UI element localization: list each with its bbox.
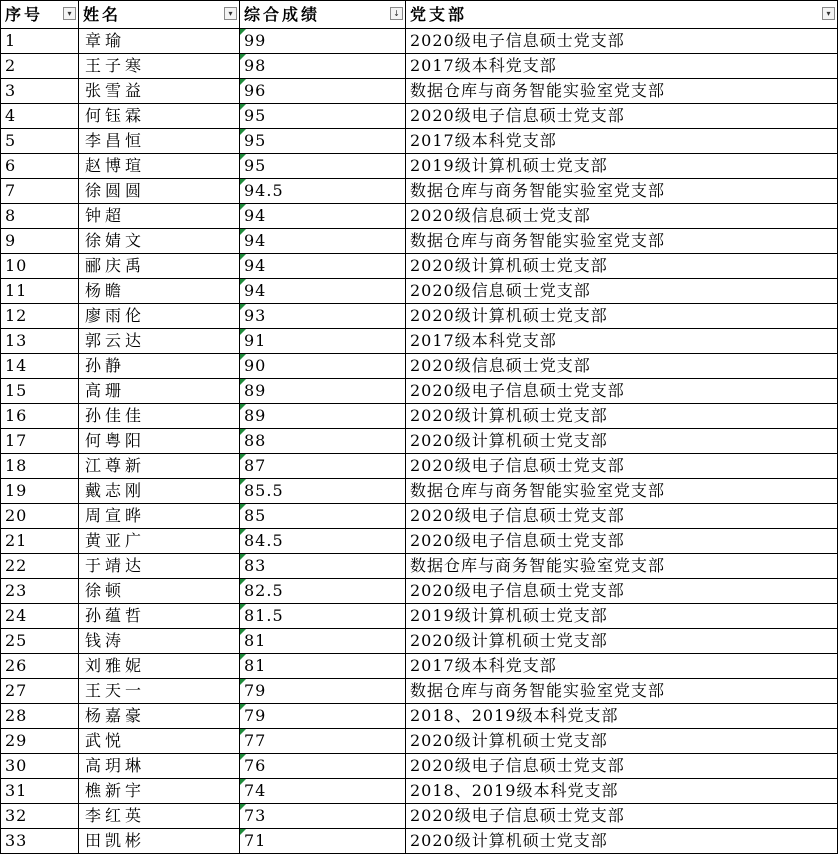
cell-seq[interactable]: 9 [1,229,79,254]
cell-score[interactable]: 89 [240,404,406,429]
cell-seq[interactable]: 5 [1,129,79,154]
cell-seq[interactable]: 30 [1,754,79,779]
cell-score[interactable]: 95 [240,154,406,179]
cell-branch[interactable]: 2017级本科党支部 [406,654,838,679]
header-row [1,1,838,29]
cell-seq[interactable]: 18 [1,454,79,479]
cell-score[interactable]: 79 [240,679,406,704]
cell-name[interactable]: 武悦 [79,729,240,754]
cell-name[interactable]: 李红英 [79,804,240,829]
cell-seq[interactable]: 1 [1,29,79,54]
table-row [1,154,838,179]
cell-score[interactable]: 96 [240,79,406,104]
filter-dropdown-icon[interactable]: ▾ [822,7,835,20]
cell-branch[interactable]: 2020级电子信息硕士党支部 [406,804,838,829]
table-row [1,804,838,829]
cell-name[interactable]: 徐圆圆 [79,179,240,204]
table-row [1,454,838,479]
table-row [1,504,838,529]
cell-seq[interactable]: 25 [1,629,79,654]
table-row [1,754,838,779]
header-score-label: 综合成绩 [244,5,321,24]
table-row [1,179,838,204]
header-name-label: 姓名 [83,5,122,24]
cell-name[interactable]: 孙静 [79,354,240,379]
table-row [1,654,838,679]
cell-seq[interactable]: 19 [1,479,79,504]
cell-seq[interactable]: 28 [1,704,79,729]
cell-score[interactable]: 82.5 [240,579,406,604]
table-body [1,29,838,854]
cell-branch[interactable]: 2020级计算机硕士党支部 [406,429,838,454]
table-row [1,54,838,79]
cell-score[interactable]: 84.5 [240,529,406,554]
cell-branch[interactable]: 数据仓库与商务智能实验室党支部 [406,79,838,104]
cell-seq[interactable]: 7 [1,179,79,204]
cell-branch[interactable]: 2020级计算机硕士党支部 [406,304,838,329]
cell-branch[interactable]: 2020级电子信息硕士党支部 [406,379,838,404]
cell-name[interactable]: 赵博瑄 [79,154,240,179]
table-row [1,554,838,579]
cell-name[interactable]: 廖雨伦 [79,304,240,329]
cell-score[interactable]: 79 [240,704,406,729]
table-row [1,779,838,804]
cell-name[interactable]: 徐婧文 [79,229,240,254]
cell-seq[interactable]: 10 [1,254,79,279]
cell-seq[interactable]: 3 [1,79,79,104]
cell-score[interactable]: 94 [240,204,406,229]
cell-seq[interactable]: 2 [1,54,79,79]
cell-score[interactable]: 76 [240,754,406,779]
cell-name[interactable]: 杨瞻 [79,279,240,304]
cell-branch[interactable]: 2017级本科党支部 [406,129,838,154]
cell-name[interactable]: 何钰霖 [79,104,240,129]
cell-score[interactable]: 91 [240,329,406,354]
cell-name[interactable]: 张雪益 [79,79,240,104]
table-row [1,704,838,729]
cell-score[interactable]: 94 [240,279,406,304]
table-row [1,629,838,654]
header-seq-label: 序号 [5,5,44,24]
cell-score[interactable]: 74 [240,779,406,804]
cell-name[interactable]: 黄亚广 [79,529,240,554]
cell-name[interactable]: 高珊 [79,379,240,404]
table-row [1,529,838,554]
cell-score[interactable]: 94.5 [240,179,406,204]
cell-branch[interactable]: 2020级电子信息硕士党支部 [406,579,838,604]
cell-score[interactable]: 71 [240,829,406,854]
cell-name[interactable]: 戴志刚 [79,479,240,504]
table-row [1,329,838,354]
cell-name[interactable]: 杨嘉豪 [79,704,240,729]
cell-seq[interactable]: 26 [1,654,79,679]
table-row [1,604,838,629]
filter-dropdown-icon[interactable]: ▾ [63,7,76,20]
cell-seq[interactable]: 6 [1,154,79,179]
cell-seq[interactable]: 21 [1,529,79,554]
cell-seq[interactable]: 33 [1,829,79,854]
table-row [1,479,838,504]
cell-score[interactable]: 87 [240,454,406,479]
cell-branch[interactable]: 2018、2019级本科党支部 [406,779,838,804]
cell-score[interactable]: 88 [240,429,406,454]
sort-descending-icon[interactable]: ↓ [390,7,403,20]
cell-branch[interactable]: 2020级计算机硕士党支部 [406,404,838,429]
cell-branch[interactable]: 2018、2019级本科党支部 [406,704,838,729]
cell-branch[interactable]: 2019级计算机硕士党支部 [406,154,838,179]
cell-score[interactable]: 94 [240,254,406,279]
cell-branch[interactable]: 2017级本科党支部 [406,329,838,354]
cell-branch[interactable]: 2020级计算机硕士党支部 [406,829,838,854]
cell-score[interactable]: 85 [240,504,406,529]
cell-score[interactable]: 95 [240,104,406,129]
cell-branch[interactable]: 2020级计算机硕士党支部 [406,254,838,279]
cell-seq[interactable]: 32 [1,804,79,829]
cell-branch[interactable]: 2020级信息硕士党支部 [406,354,838,379]
cell-seq[interactable]: 15 [1,379,79,404]
cell-branch[interactable]: 2020级信息硕士党支部 [406,204,838,229]
cell-score[interactable]: 81 [240,654,406,679]
cell-seq[interactable]: 11 [1,279,79,304]
cell-name[interactable]: 樵新宇 [79,779,240,804]
cell-branch[interactable]: 2020级电子信息硕士党支部 [406,29,838,54]
table-row [1,579,838,604]
cell-name[interactable]: 王天一 [79,679,240,704]
cell-score[interactable]: 93 [240,304,406,329]
cell-seq[interactable]: 23 [1,579,79,604]
cell-score[interactable]: 81.5 [240,604,406,629]
table-row [1,104,838,129]
cell-branch[interactable]: 2020级计算机硕士党支部 [406,729,838,754]
cell-name[interactable]: 高玥琳 [79,754,240,779]
cell-score[interactable]: 95 [240,129,406,154]
cell-branch[interactable]: 2020级计算机硕士党支部 [406,629,838,654]
cell-seq[interactable]: 24 [1,604,79,629]
cell-name[interactable]: 周宣晔 [79,504,240,529]
table-row [1,379,838,404]
cell-branch[interactable]: 2017级本科党支部 [406,54,838,79]
cell-score[interactable]: 73 [240,804,406,829]
cell-score[interactable]: 81 [240,629,406,654]
cell-seq[interactable]: 14 [1,354,79,379]
cell-score[interactable]: 98 [240,54,406,79]
table-row [1,279,838,304]
cell-seq[interactable]: 20 [1,504,79,529]
cell-branch[interactable]: 2020级电子信息硕士党支部 [406,529,838,554]
table-row [1,829,838,854]
table-row [1,79,838,104]
cell-name[interactable]: 李昌恒 [79,129,240,154]
cell-name[interactable]: 徐顿 [79,579,240,604]
cell-branch[interactable]: 2019级计算机硕士党支部 [406,604,838,629]
table-row [1,404,838,429]
cell-seq[interactable]: 22 [1,554,79,579]
cell-name[interactable]: 刘雅妮 [79,654,240,679]
cell-score[interactable]: 90 [240,354,406,379]
cell-seq[interactable]: 13 [1,329,79,354]
cell-seq[interactable]: 17 [1,429,79,454]
filter-dropdown-icon[interactable]: ▾ [224,7,237,20]
cell-name[interactable]: 孙蕴哲 [79,604,240,629]
table-row [1,254,838,279]
cell-name[interactable]: 王子寒 [79,54,240,79]
cell-seq[interactable]: 8 [1,204,79,229]
cell-seq[interactable]: 12 [1,304,79,329]
table-row [1,729,838,754]
cell-name[interactable]: 于靖达 [79,554,240,579]
cell-name[interactable]: 江尊新 [79,454,240,479]
cell-branch[interactable]: 数据仓库与商务智能实验室党支部 [406,679,838,704]
cell-name[interactable]: 章瑜 [79,29,240,54]
cell-branch[interactable]: 2020级电子信息硕士党支部 [406,104,838,129]
cell-score[interactable]: 83 [240,554,406,579]
header-branch[interactable] [406,1,838,29]
cell-branch[interactable]: 2020级信息硕士党支部 [406,279,838,304]
cell-branch[interactable]: 2020级电子信息硕士党支部 [406,754,838,779]
cell-seq[interactable]: 31 [1,779,79,804]
cell-name[interactable]: 田凯彬 [79,829,240,854]
table-row [1,429,838,454]
table-row [1,29,838,54]
cell-name[interactable]: 钱涛 [79,629,240,654]
header-score[interactable] [240,1,406,29]
cell-seq[interactable]: 29 [1,729,79,754]
cell-name[interactable]: 郦庆禹 [79,254,240,279]
cell-seq[interactable]: 4 [1,104,79,129]
table-row [1,129,838,154]
header-branch-label: 党支部 [410,5,468,24]
table-row [1,304,838,329]
table-row [1,354,838,379]
cell-branch[interactable]: 数据仓库与商务智能实验室党支部 [406,554,838,579]
cell-branch[interactable]: 数据仓库与商务智能实验室党支部 [406,479,838,504]
cell-seq[interactable]: 27 [1,679,79,704]
cell-name[interactable]: 孙佳佳 [79,404,240,429]
cell-branch[interactable]: 2020级电子信息硕士党支部 [406,504,838,529]
cell-score[interactable]: 85.5 [240,479,406,504]
cell-score[interactable]: 94 [240,229,406,254]
cell-branch[interactable]: 数据仓库与商务智能实验室党支部 [406,229,838,254]
cell-name[interactable]: 何粤阳 [79,429,240,454]
table-row [1,229,838,254]
header-seq[interactable] [1,1,79,29]
cell-score[interactable]: 89 [240,379,406,404]
cell-branch[interactable]: 数据仓库与商务智能实验室党支部 [406,179,838,204]
header-name[interactable] [79,1,240,29]
cell-name[interactable]: 钟超 [79,204,240,229]
cell-score[interactable]: 99 [240,29,406,54]
table-row [1,204,838,229]
cell-score[interactable]: 77 [240,729,406,754]
table-row [1,679,838,704]
cell-name[interactable]: 郭云达 [79,329,240,354]
cell-seq[interactable]: 16 [1,404,79,429]
cell-branch[interactable]: 2020级电子信息硕士党支部 [406,454,838,479]
